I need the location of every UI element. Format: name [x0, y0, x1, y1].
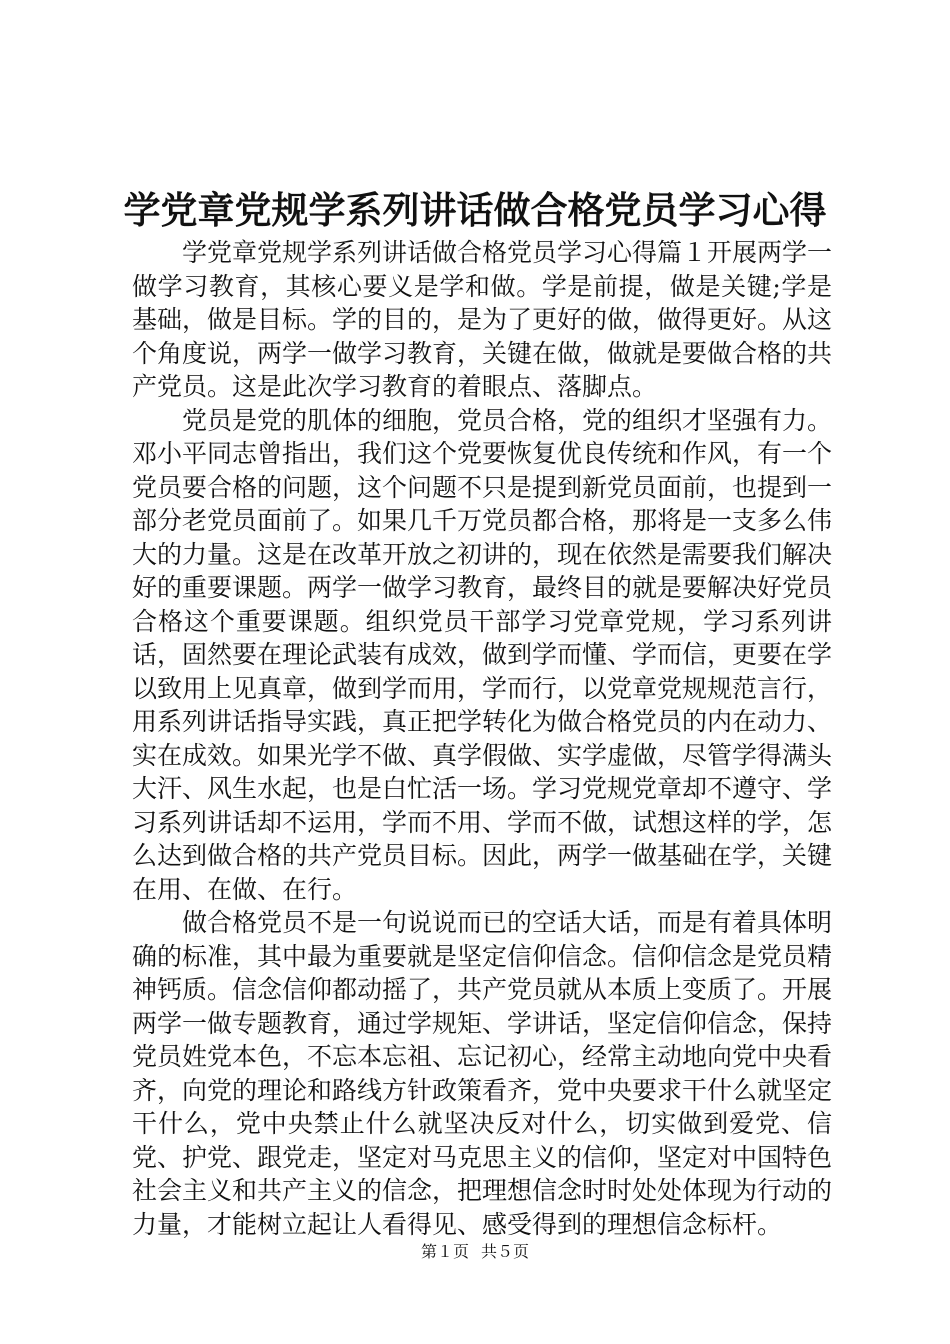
paragraph-2: 党员是党的肌体的细胞，党员合格，党的组织才坚强有力。邓小平同志曾指出，我们这个党要恢复优良传统和作风，有一个党员要合格的问题，这个问题不只是提到新党员面前，也提到一部分老党员面前了。如果几千万党员都合格，那将是一支多么伟大的力量。这是在改革开放之初讲的，现在依然是需要我们解决好的重要课题。两学一做学习教育，最终目的就是要解决好党员合格这个重要课题。组织党员干部学习党章党规，学习系列讲话，固然要在理论武装有成效，做到学而懂、学而信，更要在学以致用上见真章，做到学而用，学而行，以党章党规规范言行，用系列讲话指导实践，真正把学转化为做合格党员的内在动力、实在成效。如果光学不做、真学假做、实学虚做，尽管学得满头大汗、风生水起，也是白忙活一场。学习党规党章却不遵守、学习系列讲话却不运用，学而不用、学而不做，试想这样的学，怎么达到做合格的共产党员目标。因此，两学一做基础在学，关键在用、在做、在行。	[132, 405, 833, 904]
document-body	[132, 236, 832, 1241]
page-total: 共５页	[481, 1242, 530, 1261]
paragraph-1: 学党章党规学系列讲话做合格党员学习心得篇１开展两学一做学习教育，其核心要义是学和做。学是前提，做是关键;学是基础，做是目标。学的目的，是为了更好的做，做得更好。从这个角度说，两学一做学习教育，关键在做，做就是要做合格的共产党员。这是此次学习教育的着眼点、落脚点。	[132, 238, 833, 401]
page-footer	[0, 1241, 950, 1263]
paragraph-3: 做合格党员不是一句说说而已的空话大话，而是有着具体明确的标准，其中最为重要就是坚定信仰信念。信仰信念是党员精神钙质。信念信仰都动摇了，共产党员就从本质上变质了。开展两学一做专题教育，通过学规矩、学讲话，坚定信仰信念，保持党员姓党本色，不忘本忘祖、忘记初心，经常主动地向党中央看齐，向党的理论和路线方针政策看齐，党中央要求干什么就坚定干什么，党中央禁止什么就坚决反对什么，切实做到爱党、信党、护党、跟党走，坚定对马克思主义的信仰，坚定对中国特色社会主义和共产主义的信念，把理想信念时时处处体现为行动的力量，才能树立起让人看得见、感受得到的理想信念标杆。	[132, 908, 833, 1239]
page-number: 第１页	[420, 1242, 469, 1261]
document-title: 学党章党规学系列讲话做合格党员学习心得	[123, 188, 827, 232]
